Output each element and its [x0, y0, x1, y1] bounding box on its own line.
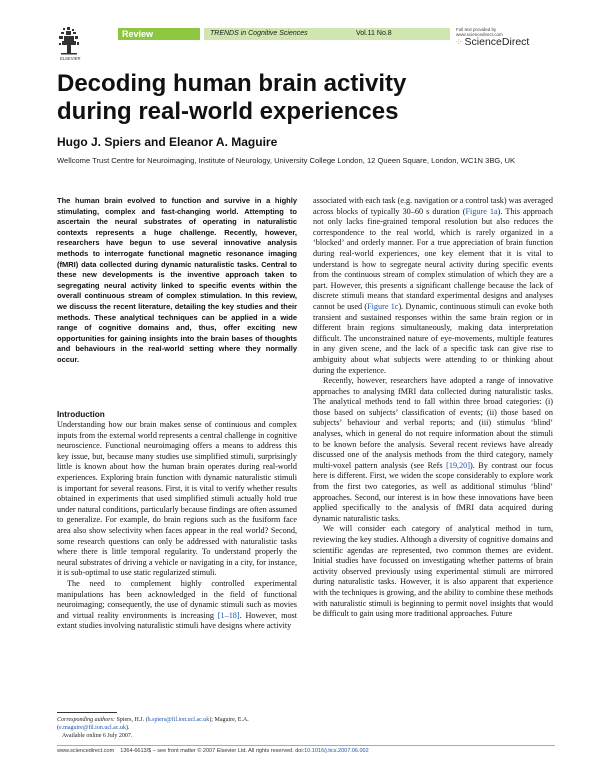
email-link-maguire[interactable]: e.maguire@fil.ion.ucl.ac.uk: [59, 725, 127, 731]
article-affiliation: Wellcome Trust Centre for Neuroimaging, Institute of Neurology, University College London, 12 Queen Square, London, WC1N 3BG, UK: [57, 156, 516, 165]
right-paragraph-1: [313, 196, 553, 376]
footnote-text-a: Spiers, H.J. (: [114, 717, 148, 723]
left-column: [57, 196, 297, 632]
journal-name: TRENDS in Cognitive Sciences: [210, 30, 308, 37]
abstract: The human brain evolved to function and survive in a highly stimulating, complex and fast-changing world. Attempting to ascertain the neural substrates of operating in naturalistic contexts represents a huge challenge. Recently, however, researchers have begun to use several innovative analysis methods to interrogate functional magnetic resonance imaging (fMRI) data collected during dynamic naturalistic tasks. Central to these new developments is the inventive approach taken to segregating neural activity linked to specific events within the overall continuous stream of complex stimulation. In this review, we discuss the recent literature, detailing the key studies and their methods. These analytical techniques can be applied in a wide range of cognitive domains and, thus, offer exciting new opportunities for gaining insights into the brain bases of thoughts and behaviours in the real-world setting where they normally occur.: [57, 196, 297, 364]
sd-note-line-2: www.sciencedirect.com: [456, 32, 503, 37]
right-p1-text-a: associated with each task (e.g. navigation or a control task) was averaged across blocks of typically 30–60 s duration (: [313, 196, 553, 216]
journal-volume: Vol.11 No.8: [356, 30, 392, 37]
intro-p2-text-b: . However, most extant studies involving naturalistic stimuli have designs where activity: [57, 610, 297, 631]
figure-1c-link[interactable]: Figure 1c: [367, 301, 399, 311]
figure-1a-link[interactable]: Figure 1a: [465, 206, 498, 216]
footer-doi-link[interactable]: 10.1016/j.tics.2007.06.002: [304, 748, 369, 754]
reference-link-1-18[interactable]: [1–18]: [217, 610, 240, 620]
footnote-text-c: ).: [126, 725, 130, 731]
corresponding-authors-footnote: [57, 716, 297, 732]
article-title: Decoding human brain activity during real-world experiences: [57, 70, 407, 125]
sciencedirect-wordmark: ScienceDirect: [464, 36, 530, 48]
footnote-text-b: ); Maguire, E.A. (: [57, 717, 249, 731]
right-paragraph-3: We will consider each category of analytical method in turn, reviewing the key studies. Although a diversity of cognitive domains and scientific agendas are represented, two common themes are evident. Initial studies have focussed on investigating whether patterns of brain activity observed previously using experimental stimuli are mirrored during naturalistic tasks. However, it is also apparent that experience with the techniques is growing, and the ability to combine these methods with naturalistic stimuli is beginning to permit novel insights that would be difficult to gain using more traditional approaches. Future: [313, 524, 553, 619]
section-label-bar: [118, 28, 200, 40]
available-online-note: Available online 6 July 2007.: [62, 733, 133, 739]
intro-paragraph-2: [57, 579, 297, 632]
footnote-label: Corresponding authors:: [57, 717, 115, 723]
footer-issn: 1364-6613/$ – see front matter © 2007 Elsevier Ltd. All rights reserved. doi:: [120, 748, 305, 754]
sd-note-line-1: Full text provided by: [456, 27, 497, 32]
right-p2-text-b: ). By contrast our focus here is different. First, we widen the scope considerably to explore work from the first two categories, as well as additional stimulus ‘blind’ approaches. Second, our interest is in how these innovations have been applied specifically to the analysis of fMRI data acquired during dynamic naturalistic tasks.: [313, 460, 553, 523]
right-p1-text-c: ). Dynamic, continuous stimuli can evoke both transient and sustained responses within the same brain region or in different brain regions simultaneously, making data interpretation difficult. The unconstrained nature of eye-movements, multiple features in any given scene, and the lack of a specific task can give rise to ambiguity about what subjects were attending to or thinking about during the experience.: [313, 301, 553, 375]
section-label: Review: [122, 29, 154, 39]
right-paragraph-2: [313, 376, 553, 524]
right-p1-text-b: ). This approach not only lacks fine-grained temporal resolution but also reduces the correspondence to the real world, which is rarely organized in a ‘blocked’ and orderly manner. For a true appreciation of brain function during real-world experiences, one key element that it is vital to understand is how to segregate neural activity during specific events from the continuous stream of complex stimulation of which they are a part. However, this presents a significant challenge because the lack of discrete stimuli means that standard experimental designs and analyses cannot be used (: [313, 206, 554, 311]
footnote-divider: [57, 712, 117, 713]
sciencedirect-logo[interactable]: [455, 36, 529, 48]
article-authors: Hugo J. Spiers and Eleanor A. Maguire: [57, 135, 278, 149]
journal-bar: [204, 28, 450, 40]
page-footer: [57, 748, 555, 754]
reference-link-19-20[interactable]: [19,20]: [446, 460, 470, 470]
sciencedirect-dots-icon: ⁘: [455, 37, 463, 47]
intro-heading: Introduction: [57, 409, 105, 419]
footer-site[interactable]: www.sciencedirect.com: [57, 748, 115, 754]
email-link-spiers[interactable]: h.spiers@fil.ion.ucl.ac.uk: [147, 717, 210, 723]
right-column: [313, 196, 553, 620]
right-p2-text-a: Recently, however, researchers have adopted a range of innovative approaches to analysing fMRI data collected during naturalistic tasks. The analytical methods tend to fall within three broad categories: (i) those based on subjects’ classification of events; (ii) those based on subjects’ behaviour and verbal reports; and (iii) stimulus ‘blind’ analyses, which in general do not require information about the stimuli to be known before the analysis. Several recent reviews have already discussed one of the analysis methods from the third category, namely multi-voxel pattern analysis (see Refs: [313, 376, 553, 470]
footer-divider: [57, 745, 555, 746]
elsevier-logo: [57, 26, 115, 64]
intro-paragraph-1: Understanding how our brain makes sense of continuous and complex inputs from the external world represents a central challenge in cognitive neuroscience. Functional neuroimaging offers a means to address this key issue, but, because many studies use simplified stimuli, surprisingly little is known about how the human brain operates during real-world experiences. Exploring brain function with dynamic naturalistic stimuli is important for several reasons. First, it is vital to verify whether results obtained in experiments that used simplified stimuli actually hold true under natural conditions, particularly because findings are often assumed to generalize. For example, do brain regions such as the fusiform face area also show selectivity when faces appear in the real world? Second, some research questions can only be addressed with naturalistic tasks where there is little temporal regularity. To understand properly the neural substrates of driving a vehicle or navigating in a city, for instance, it is sub-optimal to use static regularized stimuli.: [57, 420, 297, 578]
elsevier-wordmark: ELSEVIER: [60, 56, 81, 61]
intro-p2-text-a: The need to complement highly controlled experimental manipulations has been acknowledged in the field of functional neuroimaging; consequently, the use of dynamic stimuli such as movies and virtual reality environments is increasing: [57, 579, 297, 620]
